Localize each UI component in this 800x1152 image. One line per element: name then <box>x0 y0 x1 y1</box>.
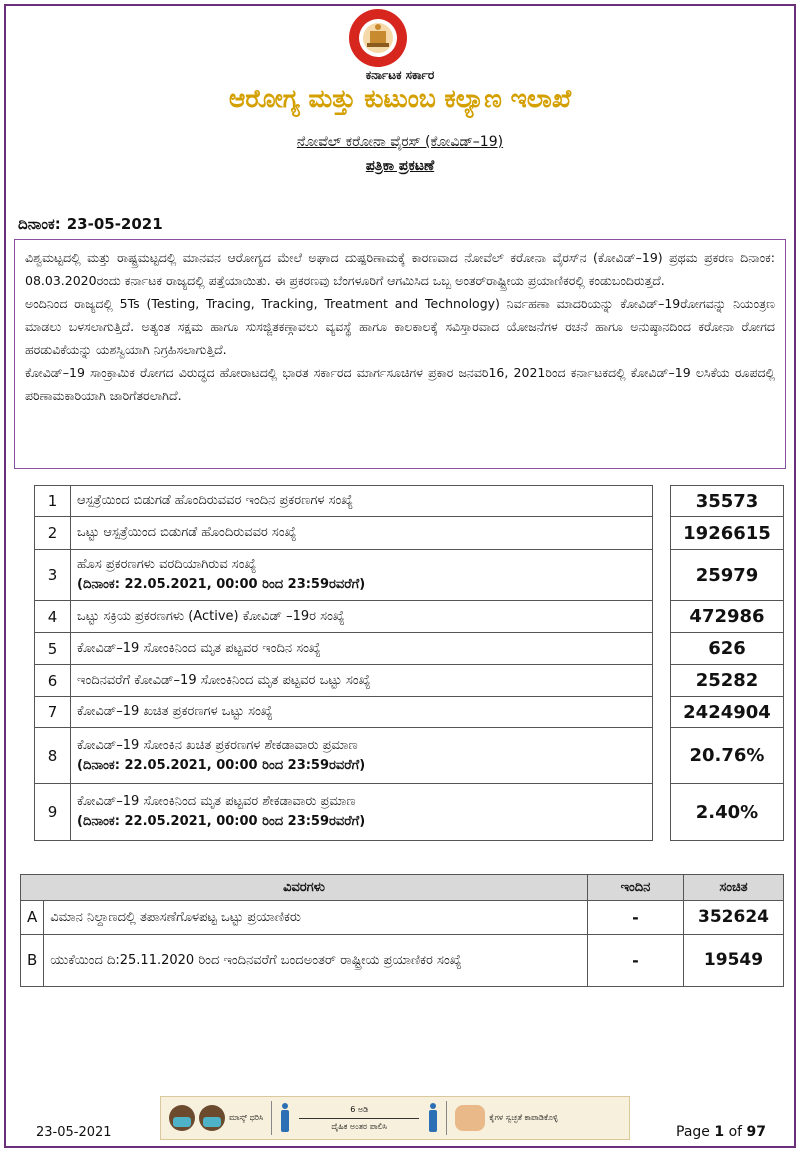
government-emblem-icon <box>343 7 413 69</box>
row-label <box>71 665 653 697</box>
row-sublabel: (ದಿನಾಂಕ: 22.05.2021, 00:00 ರಿಂದ 23:59ರವರೆಗೆ) <box>77 814 366 829</box>
covid-subtitle: ನೋವೆಲ್ ಕರೋನಾ ವೈರಸ್ (ಕೋವಿಡ್–19) <box>296 134 504 150</box>
row-label-text: ಒಟ್ಟು ಸಕ್ರಿಯ ಪ್ರಕರಣಗಳು (Active) ಕೋವಿಡ್ –19ರ ಸಂಖ್ಯೆ <box>77 608 345 624</box>
row-label-text: ಆಸ್ಪತ್ರೆಯಿಂದ ಬಿಡುಗಡೆ ಹೊಂದಿರುವವರ ಇಂದಿನ ಪ್ರಕರಣಗಳ ಸಂಖ್ಯೆ <box>77 493 353 508</box>
distance-top-text: 6 ಅಡಿ <box>350 1104 369 1114</box>
row-value: 25979 <box>671 550 784 601</box>
row-sublabel: (ದಿನಾಂಕ: 22.05.2021, 00:00 ರಿಂದ 23:59ರವರೆಗೆ) <box>77 577 366 592</box>
row-number: 6 <box>35 665 71 697</box>
table-row <box>35 784 784 841</box>
row-value: 472986 <box>671 601 784 633</box>
intro-paragraphs <box>14 239 786 469</box>
row-label <box>71 517 653 550</box>
row-value: 2.40% <box>671 784 784 841</box>
table-row <box>35 697 784 728</box>
department-title: ಆರೋಗ್ಯ ಮತ್ತು ಕುಟುಂಬ ಕಲ್ಯಾಣ ಇಲಾಖೆ <box>228 84 572 113</box>
row-letter: B <box>21 935 44 987</box>
row-value: 35573 <box>671 486 784 517</box>
hands-text: ಕೈಗಳ ಸ್ವಚ್ಛತೆ ಕಾಪಾಡಿಕೊಳ್ಳಿ <box>489 1113 558 1122</box>
row-number: 8 <box>35 728 71 784</box>
press-release-title: ಪತ್ರಿಕಾ ಪ್ರಕಟಣೆ <box>365 158 435 174</box>
covid-safety-banner <box>160 1096 630 1140</box>
row-cumulative: 19549 <box>684 935 784 987</box>
row-label-text: ಕೋವಿಡ್–19 ಸೋಂಕಿನಿಂದ ಮೃತ ಪಟ್ಟವರ ಶೇಕಡಾವಾರು ಪ್ರಮಾಣ <box>77 794 356 809</box>
hands-section <box>455 1105 558 1131</box>
person-icon <box>428 1103 438 1133</box>
person-icon <box>280 1103 290 1133</box>
row-number: 3 <box>35 550 71 601</box>
footer-date: 23-05-2021 <box>36 1125 112 1140</box>
intro-paragraph: ವಿಶ್ವಮಟ್ಟದಲ್ಲಿ ಮತ್ತು ರಾಷ್ಟ್ರಮಟ್ಟದಲ್ಲಿ ಮಾನವನ ಆರೋಗ್ಯದ ಮೇಲೆ ಅಘಾದ ದುಷ್ಪರಿಣಾಮಕ್ಕೆ ಕಾರಣವಾದ ನೋವೆಲ್ ಕರೋನಾ ವೈರಸ್‌ನ (ಕೋವಿಡ್–19) ಪ್ರಥಮ ಪ್ರಕರಣ ದಿನಾಂಕ: 08.03.2020ರಂದು ಕರ್ನಾಟಕ ರಾಜ್ಯದಲ್ಲಿ ಪತ್ತೆಯಾಯಿತು. ಈ ಪ್ರಕರಣವು ಬೆಂಗಳೂರಿಗೆ ಆಗಮಿಸಿದ ಒಬ್ಬ ಅಂತರ್‌ರಾಷ್ಟ್ರೀಯ ಪ್ರಯಾಣಿಕರಲ್ಲಿ ಕಂಡುಬಂದಿರುತ್ತದೆ. <box>25 250 775 288</box>
row-label <box>71 601 653 633</box>
row-label-text: ಹೊಸ ಪ್ರಕರಣಗಳು ವರದಿಯಾಗಿರುವ ಸಂಖ್ಯೆ <box>77 557 257 572</box>
row-number: 9 <box>35 784 71 841</box>
row-label <box>71 550 653 601</box>
table-row <box>35 550 784 601</box>
mask-text: ಮಾಸ್ಕ್ ಧರಿಸಿ <box>229 1113 264 1122</box>
washing-hands-icon <box>455 1105 485 1131</box>
mask-section <box>169 1105 263 1131</box>
table-row <box>21 901 784 935</box>
release-date-value: 23-05-2021 <box>66 215 163 233</box>
header-cumulative: ಸಂಚಿತ <box>684 875 784 901</box>
row-value: 25282 <box>671 665 784 697</box>
table-row <box>21 935 784 987</box>
government-name: ಕರ್ನಾಟಕ ಸರ್ಕಾರ <box>365 68 435 82</box>
distance-section <box>280 1103 438 1133</box>
row-number: 7 <box>35 697 71 728</box>
row-label-text: ಕೋವಿಡ್–19 ಖಚಿತ ಪ್ರಕರಣಗಳ ಒಟ್ಟು ಸಂಖ್ಯೆ <box>77 704 273 719</box>
release-date <box>18 215 169 233</box>
row-value: 2424904 <box>671 697 784 728</box>
row-today: - <box>588 935 684 987</box>
row-value: 1926615 <box>671 517 784 550</box>
row-number: 4 <box>35 601 71 633</box>
table-header-row <box>21 875 784 901</box>
row-label <box>71 784 653 841</box>
row-value: 626 <box>671 633 784 665</box>
travel-table <box>20 874 784 987</box>
header-today: ಇಂದಿನ <box>588 875 684 901</box>
table-row <box>35 486 784 517</box>
double-arrow-icon <box>299 1118 419 1119</box>
row-label: ವಿಮಾನ ನಿಲ್ದಾಣದಲ್ಲಿ ತಪಾಸಣೆಗೊಳಪಟ್ಟ ಒಟ್ಟು ಪ್ರಯಾಣಿಕರು <box>44 901 588 935</box>
table-row <box>35 633 784 665</box>
row-value: 20.76% <box>671 728 784 784</box>
row-label-text: ಇಂದಿನವರೆಗೆ ಕೋವಿಡ್–19 ಸೋಂಕಿನಿಂದ ಮೃತ ಪಟ್ಟವರ ಒಟ್ಟು ಸಂಖ್ಯೆ <box>77 672 371 688</box>
row-label: ಯುಕೆಯಿಂದ ದಿ:25.11.2020 ರಿಂದ ಇಂದಿನವರೆಗೆ ಬಂದಅಂತರ್ ರಾಷ್ಟ್ರೀಯ ಪ್ರಯಾಣಿಕರ ಸಂಖ್ಯೆ <box>44 935 588 987</box>
row-number: 5 <box>35 633 71 665</box>
table-row <box>35 517 784 550</box>
page-number: Page 1 of 97 <box>676 1124 766 1140</box>
row-label <box>71 633 653 665</box>
row-letter: A <box>21 901 44 935</box>
masked-face-icon <box>199 1105 225 1131</box>
row-label-text: ಕೋವಿಡ್–19 ಸೋಂಕಿನ ಖಚಿತ ಪ್ರಕರಣಗಳ ಶೇಕಡಾವಾರು ಪ್ರಮಾಣ <box>77 737 358 753</box>
intro-paragraph: ಅಂದಿನಿಂದ ರಾಜ್ಯದಲ್ಲಿ 5Ts (Testing, Tracing, Tracking, Treatment and Technology) ನಿರ್ವಹಣಾ ಮಾದರಿಯನ್ನು ಕೋವಿಡ್–19ರೋಗವನ್ನು ನಿಯಂತ್ರಣ ಮಾಡಲು ಬಳಸಲಾಗುತ್ತಿದೆ. ಅತ್ಯಂತ ಸಕ್ಷಮ ಹಾಗೂ ಸುಸಜ್ಜಿತಕಣ್ಗಾವಲು ವ್ಯವಸ್ಥೆ ಹಾಗೂ ಕಾಲಕಾಲಕ್ಕೆ ಸವಿಸ್ತಾರವಾದ ಯೋಜನೆಗಳ ರಚನೆ ಹಾಗೂ ಅನುಷ್ಠಾನದಿಂದ ಕರೋನಾ ರೋಗದ ಹರಡುವಿಕೆಯನ್ನು ಯಶಸ್ವಿಯಾಗಿ ನಿಗ್ರಹಿಸಲಾಗುತ್ತಿದೆ. <box>25 296 775 357</box>
row-label-text: ಕೋವಿಡ್–19 ಸೋಂಕಿನಿಂದ ಮೃತ ಪಟ್ಟವರ ಇಂದಿನ ಸಂಖ್ಯೆ <box>77 640 321 656</box>
row-label <box>71 728 653 784</box>
distance-bottom-text: ದೈಹಿಕ ಅಂತರ ಪಾಲಿಸಿ <box>331 1121 388 1131</box>
row-number: 1 <box>35 486 71 517</box>
table-row <box>35 601 784 633</box>
intro-paragraph: ಕೋವಿಡ್–19 ಸಾಂಕ್ರಾಮಿಕ ರೋಗದ ವಿರುದ್ಧದ ಹೋರಾಟದಲ್ಲಿ ಭಾರತ ಸರ್ಕಾರದ ಮಾರ್ಗಸೂಚಿಗಳ ಪ್ರಕಾರ ಜನವರಿ16, 2021ರಿಂದ ಕರ್ನಾಟಕದಲ್ಲಿ ಕೋವಿಡ್–19 ಲಸಿಕೆಯ ರೂಪದಲ್ಲಿ ಪರಿಣಾಮಕಾರಿಯಾಗಿ ಜಾರಿಗೆತರಲಾಗಿದೆ. <box>25 365 775 403</box>
row-cumulative: 352624 <box>684 901 784 935</box>
row-label <box>71 486 653 517</box>
release-date-label: ದಿನಾಂಕ: <box>18 215 61 233</box>
table-row <box>35 665 784 697</box>
table-row <box>35 728 784 784</box>
row-label-text: ಒಟ್ಟು ಆಸ್ಪತ್ರೆಯಿಂದ ಬಿಡುಗಡೆ ಹೊಂದಿರುವವರ ಸಂಖ್ಯೆ <box>77 525 297 540</box>
row-number: 2 <box>35 517 71 550</box>
header-details: ವಿವರಗಳು <box>21 875 588 901</box>
masked-face-icon <box>169 1105 195 1131</box>
row-sublabel: (ದಿನಾಂಕ: 22.05.2021, 00:00 ರಿಂದ 23:59ರವರೆಗೆ) <box>77 757 366 773</box>
covid-stats-table <box>34 485 784 841</box>
row-today: - <box>588 901 684 935</box>
row-label <box>71 697 653 728</box>
